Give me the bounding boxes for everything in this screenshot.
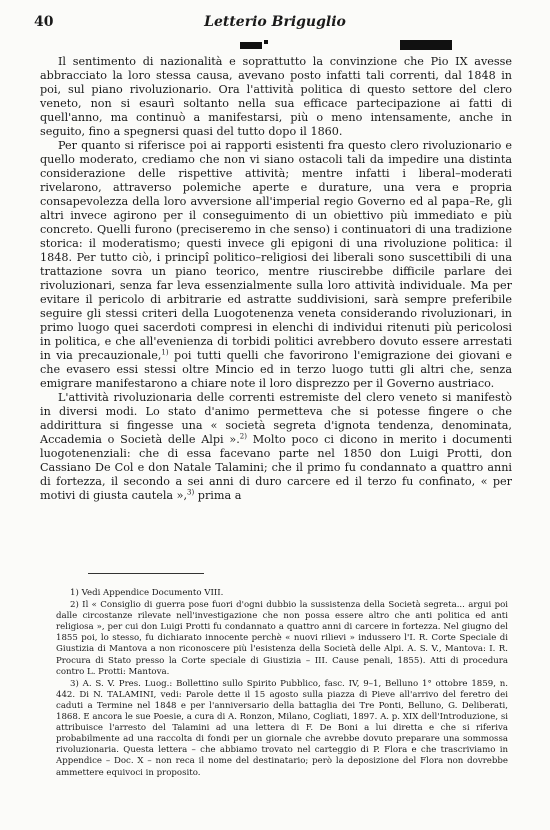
footnote-text: Vedi Appendice Documento VIII. (81, 588, 224, 598)
footnotes (56, 588, 508, 780)
footnote-number: 3) (70, 678, 79, 689)
footnote-ref: 1) (161, 348, 169, 357)
footnote (56, 600, 508, 678)
footnote-number: 2) (70, 600, 79, 611)
page-number: 40 (34, 14, 54, 30)
page-header (34, 14, 516, 34)
footnote-number: 1) (70, 588, 79, 598)
paragraph: Il sentimento di nazionalità e soprattutto la convinzione che Pio IX avesse abbracciato la loro stessa causa, avevano posto infatti tali correnti, dal 1848 in poi, sul piano rivoluzionario. Ora l'attività politica di questo settore del clero veneto, non si esaurì soltanto nella sua efficace partecipazione ai fatti di quell'anno, ma continuò a manifestarsi, più o meno intensamente, anche in seguito, fino a spegnersi quasi del tutto dopo il 1860. (40, 55, 512, 138)
footnote-separator (88, 573, 204, 574)
footnote-text: Il « Consiglio di guerra pose fuori d'ogni dubbio la sussistenza della Società segreta... argui poi dalle circostanze rilevate nell'investigazione che non possa essere altro che anti politica ed anti religiosa », per cui don Luigi Protti fu condannato a quattro anni di carcere in fortezza. Nel giugno del 1855 poi, lo stesso, fu dichiarato innocente perchè « nuovi rilievi » indussero l'I. R. Corte Speciale di Giustizia di Mantova a non riconoscere più l'esistenza della Società delle Alpi. A. S. V., Mantova: I. R. Procura di Stato presso la Corte speciale di Giustizia – III. Cause penali, 1855). Atti di procedura contro L. Protti: Mantova. (56, 600, 508, 677)
body-text (40, 55, 512, 503)
paragraph (40, 391, 512, 503)
paragraph-text: L'attività rivoluzionaria delle correnti estremiste del clero veneto si manifestò in diversi modi. Lo stato d'animo permetteva che si potesse fingere o che addirittura si fingesse una « società segreta d'ignota tendenza, denominata, Accademia o Società delle Alpi ». (40, 391, 512, 446)
paragraph-text: Per quanto si riferisce poi ai rapporti esistenti fra questo clero rivoluzionario e quello moderato, crediamo che non vi siano ostacoli tali da impedire una distinta considerazione delle rispettive attività; mentre infatti i liberal–moderati rivelarono, attraverso polemiche aperte e durature, una vera e propria consapevolezza della loro avversione all'imperial regio Governo ed al papa–Re, gli altri invece agirono per il conseguimento di un obiettivo più immediato e più concreto. Quelli furono (preciseremo in che senso) i continuatori di una tradizione storica: il moderatismo; questi invece gli epigoni di una rivoluzione politica: il 1848. Per tutto ciò, i principî politico–religiosi dei liberali sono suscettibili di una trattazione sovra un piano teorico, mentre riuscirebbe difficile parlare dei rivoluzionari, senza far leva essenzialmente sulla loro attività individuale. Ma per evitare il pericolo di arbitrarie ed astratte suddivisioni, sarà sempre preferibile seguire gli stessi criteri della Luogotenenza veneta considerando rivoluzionari, in primo luogo quei sacerdoti compresi in elenchi di individui ritenuti più pericolosi in politica, e che all'evenienza di torbidi politici avrebbero dovuto essere arrestati in via precauzionale, (40, 139, 512, 362)
scan-mark (264, 40, 268, 44)
paragraph (40, 139, 512, 391)
footnote (56, 588, 508, 599)
paragraph-text: poi tutti quelli che favorirono l'emigrazione dei giovani e che evasero essi stessi oltre Mincio ed in terzo luogo tutti gli altri che, senza emigrare manifestarono a chiare note il loro disprezzo per il Governo austriaco. (40, 349, 512, 390)
running-head: Letterio Briguglio (204, 14, 346, 30)
footnote-text: A. S. V. Pres. Luog.: Bollettino sullo Spirito Pubblico, fasc. IV, 9–1, Belluno 1° ottobre 1859, n. 442. Di N. TALAMINI, vedi: Parole dette il 15 agosto sulla piazza di Pieve all'arrivo del feretro dei caduti a Termine nel 1848 e per l'anniversario della battaglia dei Tre Ponti, Belluno, G. Deliberati, 1868. E ancora le sue Poesie, a cura di A. Ronzon, Milano, Cogliati, 1897. A. p. XIX dell'Introduzione, si attribuisce l'arresto del Talamini ad una lettera di F. De Boni a lui diretta e che si riferiva probabilmente ad una raccolta di fondi per un giornale che avrebbe dovuto preparare una sommossa rivoluzionaria. Questa lettera – che abbiamo trovato nel carteggio di P. Flora e che trascriviamo in Appendice – Doc. X – non reca il nome del destinatario; però la deposizione del Flora non dovrebbe ammettere equivoci in proposito. (56, 678, 509, 778)
scan-mark (400, 40, 452, 50)
footnote-ref: 3) (187, 488, 195, 497)
footnote (56, 679, 508, 779)
scan-marks (0, 40, 550, 54)
footnote-ref: 2) (239, 432, 247, 441)
paragraph-text: Molto poco ci dicono in merito i documenti luogotenenziali: che di essa facevano parte nel 1850 don Luigi Protti, don Cassiano De Col e don Natale Talamini; che il primo fu condannato a quattro anni di fortezza, il secondo a sei anni di duro carcere ed il terzo fu confinato, « per motivi di giusta cautela », (40, 433, 512, 502)
paragraph-text: prima a (194, 489, 242, 502)
scan-mark (240, 42, 262, 49)
